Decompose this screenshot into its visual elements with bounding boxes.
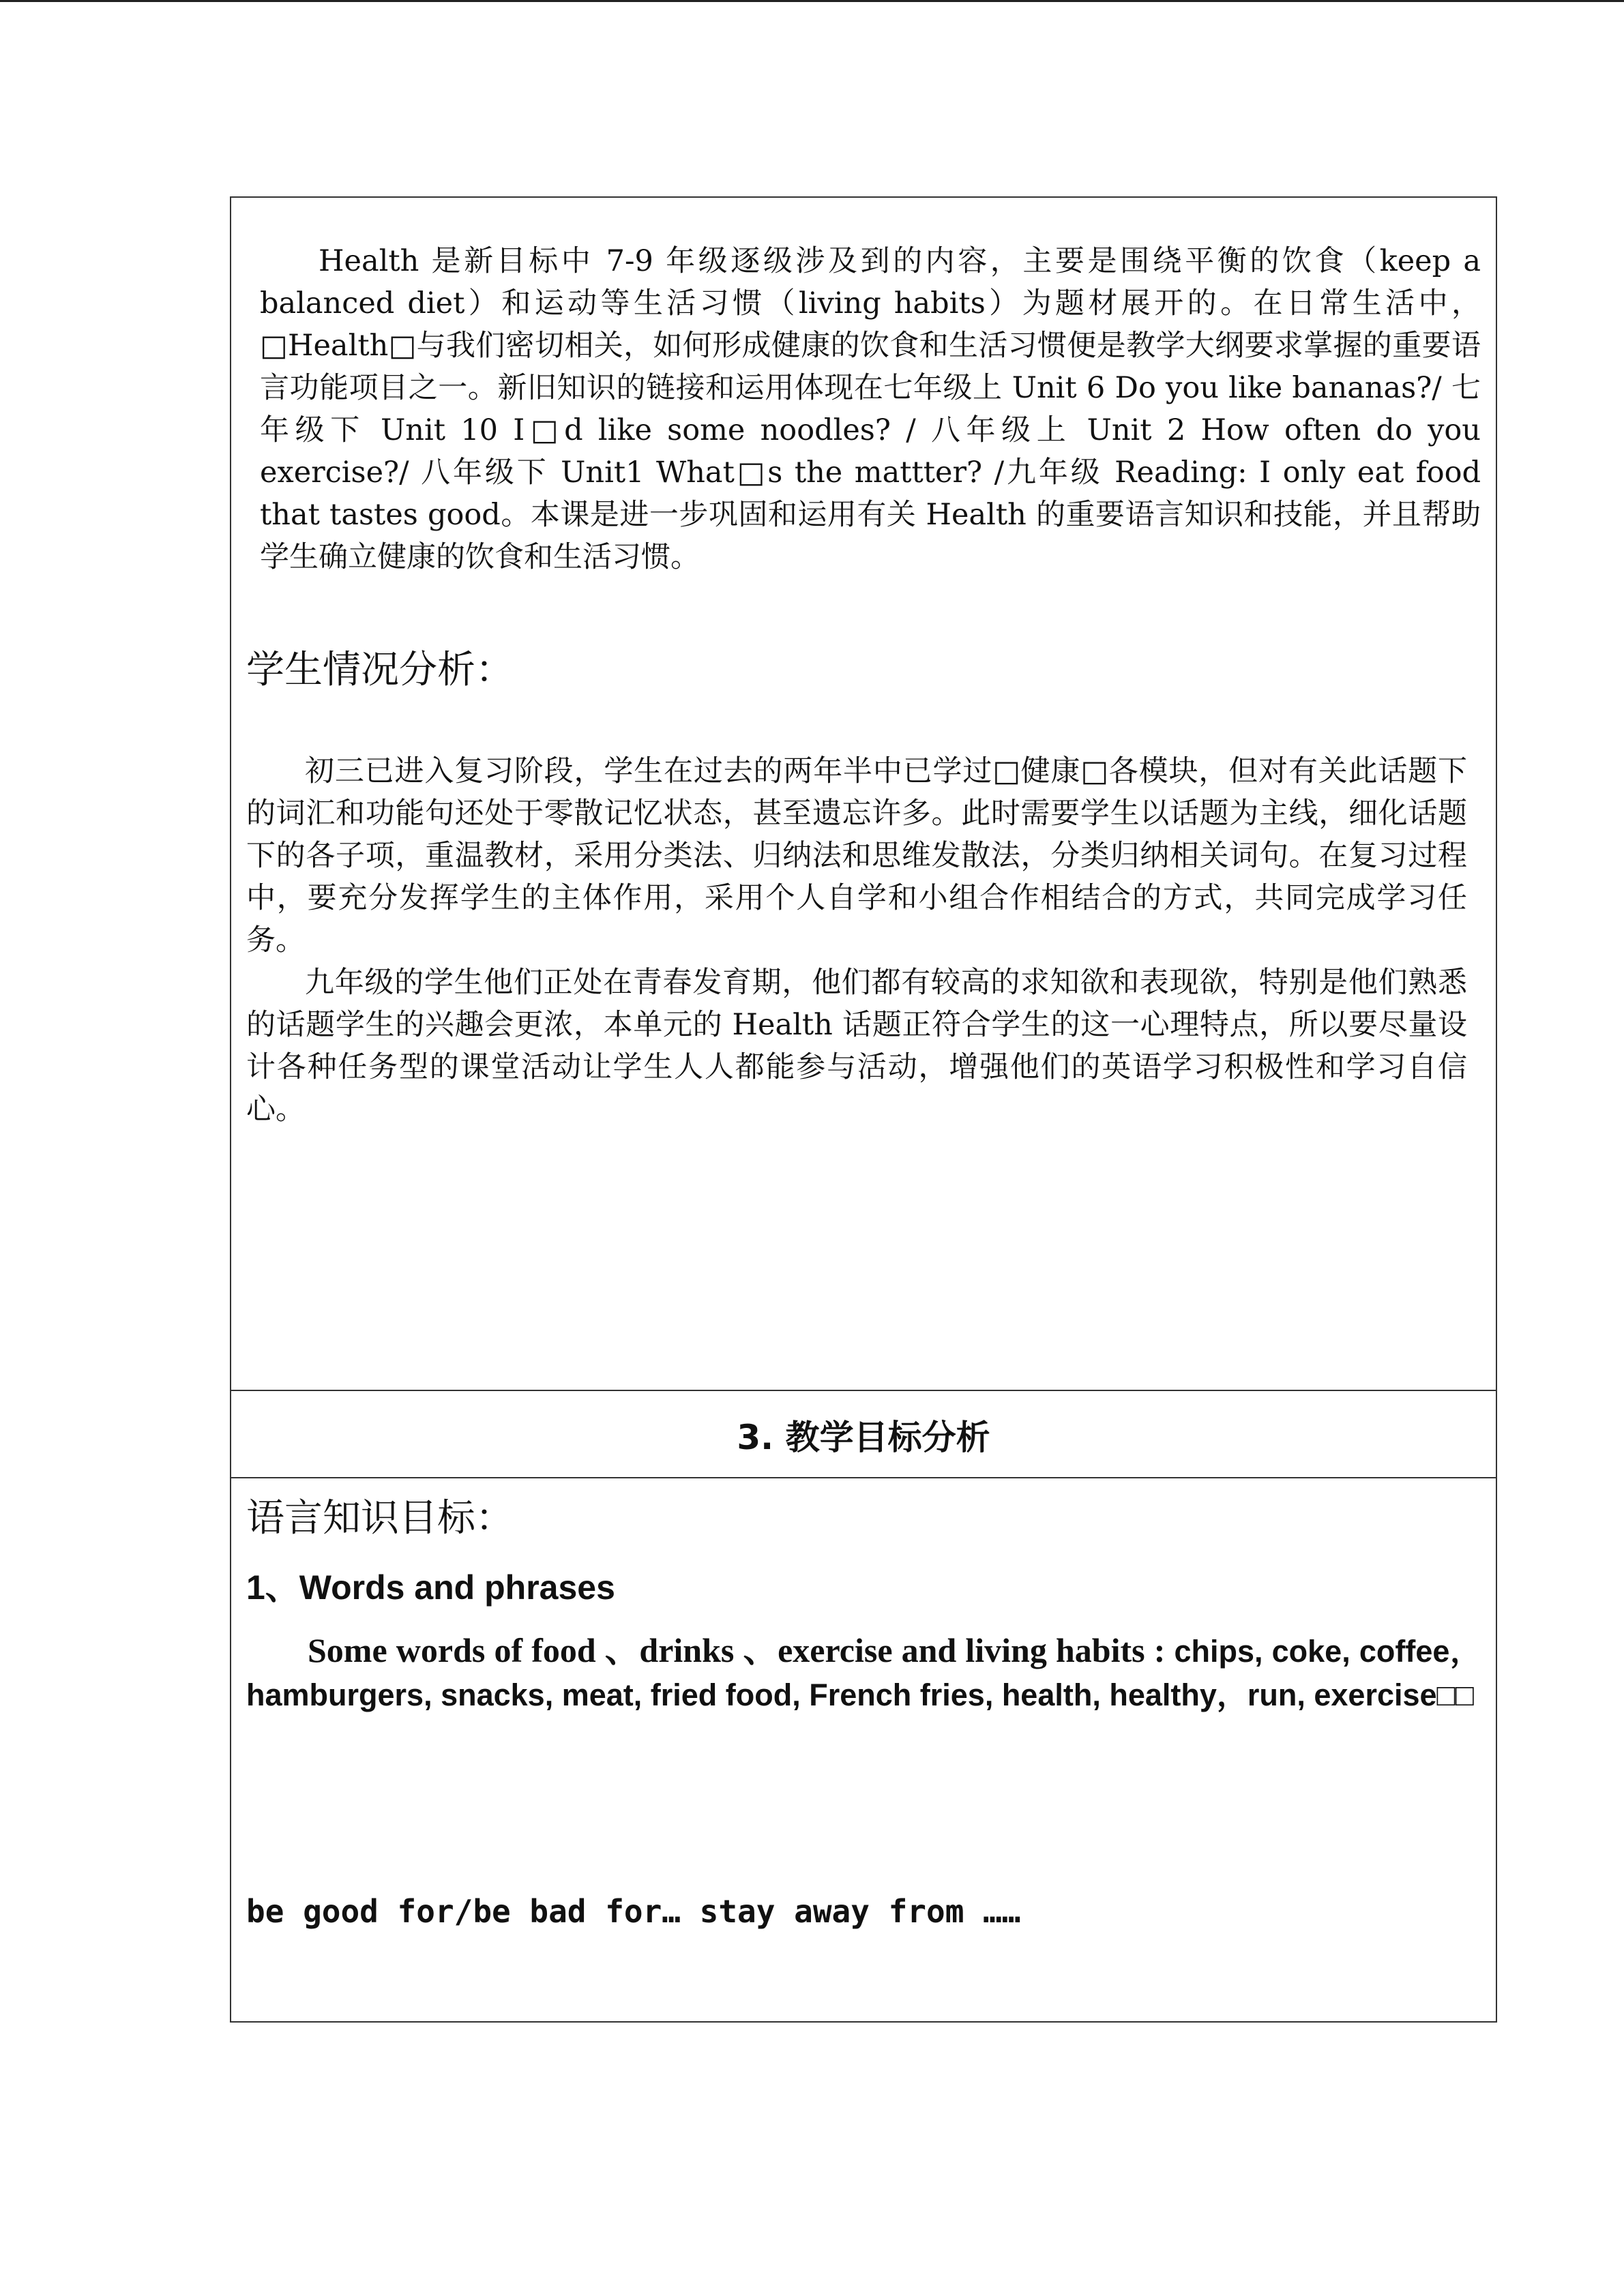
phrases-line: be good for/be bad for… stay away from …… xyxy=(246,1893,1021,1930)
section-3-title: 3. 教学目标分析 xyxy=(737,1418,990,1457)
words-block xyxy=(231,1628,1496,1717)
language-goals-heading: 语言知识目标： xyxy=(246,1496,514,1540)
page-top-rule xyxy=(0,0,1624,2)
row-divider-2 xyxy=(231,1477,1496,1478)
words-heading-row xyxy=(231,1560,1496,1609)
background-section xyxy=(231,240,1496,578)
background-paragraph: Health 是新目标中 7-9 年级逐级涉及到的内容，主要是围绕平衡的饮食（keep a balanced diet）和运动等生活习惯（living habits）为题材展开的。在日常生活中，□Health□与我们密切相关，如何形成健康的饮食和生活习惯便是教学大纲要求掌握的重要语言功能项目之一。新旧知识的链接和运用体现在七年级上 Unit 6 Do you like bananas?/ 七年级下 Unit 10 I□d like some noodles? / 八年级上 Unit 2 How often do you exercise?/ 八年级下 Unit1 What□s the mattter? /九年级 Reading: I only eat food that tastes good。本课是进一步巩固和运用有关 Health 的重要语言知识和技能，并且帮助学生确立健康的饮食和生活习惯。 xyxy=(260,244,1481,574)
words-phrases-heading: 1、Words and phrases xyxy=(246,1568,615,1607)
language-goals-section xyxy=(231,1488,1496,1542)
student-analysis-heading: 学生情况分析： xyxy=(246,648,514,692)
student-analysis-section xyxy=(231,640,1496,694)
phrases-row xyxy=(231,1893,1496,1930)
words-list: chips, coke, coffee，hamburgers, snacks, meat, fried food, French fries, health, healthy，run, exercise□□ xyxy=(246,1634,1481,1712)
row-divider-1 xyxy=(231,1390,1496,1391)
section-3-title-row xyxy=(231,1410,1496,1459)
document-table xyxy=(230,196,1497,2023)
words-paragraph xyxy=(246,1628,1481,1717)
student-analysis-paragraph-1: 初三已进入复习阶段，学生在过去的两年半中已学过□健康□各模块，但对有关此话题下的词汇和功能句还处于零散记忆状态，甚至遗忘许多。此时需要学生以话题为主线，细化话题下的各子项，重温教材，采用分类法、归纳法和思维发散法，分类归纳相关词句。在复习过程中，要充分发挥学生的主体作用，采用个人自学和小组合作相结合的方式，共同完成学习任务。 xyxy=(246,754,1467,957)
words-intro: Some words of food 、drinks 、exercise and living habits : xyxy=(308,1631,1166,1669)
student-analysis-paragraph-2: 九年级的学生他们正处在青春发育期，他们都有较高的求知欲和表现欲，特别是他们熟悉的话题学生的兴趣会更浓，本单元的 Health 话题正符合学生的这一心理特点，所以要尽量设计各种任务型的课堂活动让学生人人都能参与活动，增强他们的英语学习积极性和学习自信心。 xyxy=(246,966,1467,1127)
student-analysis-body xyxy=(231,750,1496,1131)
